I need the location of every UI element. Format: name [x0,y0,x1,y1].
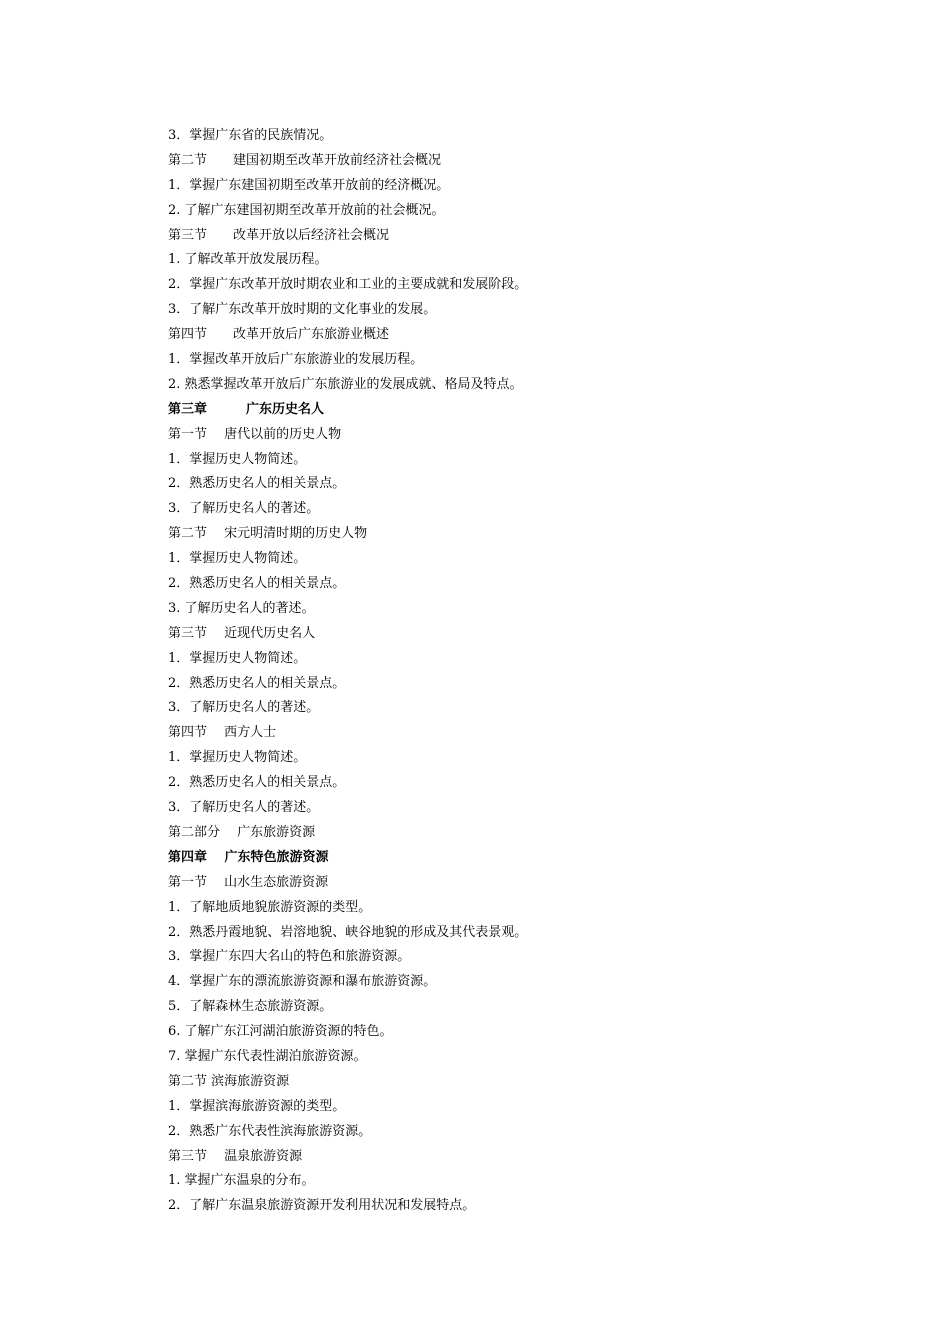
document-line: 第三节 改革开放以后经济社会概况 [168,227,390,243]
chapter-heading: 第四章 广东特色旅游资源 [168,849,329,865]
document-line: 1．掌握滨海旅游资源的类型。 [168,1098,346,1114]
document-line: 3．掌握广东省的民族情况。 [168,128,333,143]
document-line: 第四节 改革开放后广东旅游业概述 [168,327,390,343]
document-line: 第一节 唐代以前的历史人物 [168,426,342,442]
document-line: 第一节 山水生态旅游资源 [168,874,329,890]
document-line: 3．了解历史名人的著述。 [168,501,320,517]
document-line: 1．掌握改革开放后广东旅游业的发展历程。 [168,352,424,368]
document-line: 2．熟悉历史名人的相关景点。 [168,675,346,691]
document-line: 第四节 西方人士 [168,725,277,741]
document-line: 第三节 温泉旅游资源 [168,1148,303,1164]
document-line: 3．掌握广东四大名山的特色和旅游资源。 [168,949,411,965]
document-line: 7. 掌握广东代表性湖泊旅游资源。 [168,1048,367,1064]
document-line: 1．掌握历史人物简述。 [168,451,307,467]
document-line: 1．掌握历史人物简述。 [168,551,307,567]
document-line: 1. 了解改革开放发展历程。 [168,252,328,268]
document-line: 第二部分 广东旅游资源 [168,824,316,840]
document-line: 2．掌握广东改革开放时期农业和工业的主要成就和发展阶段。 [168,277,528,293]
document-line: 3. 了解历史名人的著述。 [168,600,315,616]
document-line: 1．掌握广东建国初期至改革开放前的经济概况。 [168,177,450,193]
document-line: 2．熟悉历史名人的相关景点。 [168,476,346,492]
document-line: 第二节 滨海旅游资源 [168,1073,290,1089]
document-line: 2．熟悉广东代表性滨海旅游资源。 [168,1123,372,1139]
document-line: 第二节 建国初期至改革开放前经济社会概况 [168,152,442,168]
document-line: 1. 掌握广东温泉的分布。 [168,1173,315,1189]
document-line: 3．了解历史名人的著述。 [168,700,320,716]
document-line: 6. 了解广东江河湖泊旅游资源的特色。 [168,1024,393,1040]
document-line: 2．熟悉丹霞地貌、岩溶地貌、峡谷地貌的形成及其代表景观。 [168,924,528,940]
document-line: 1．了解地质地貌旅游资源的类型。 [168,899,372,915]
document-line: 1．掌握历史人物简述。 [168,750,307,766]
document-line: 第三节 近现代历史名人 [168,625,316,641]
document-line: 5．了解森林生态旅游资源。 [168,999,333,1015]
document-line: 2. 熟悉掌握改革开放后广东旅游业的发展成就、格局及特点。 [168,376,523,392]
document-line: 2．熟悉历史名人的相关景点。 [168,576,346,592]
document-line: 2．熟悉历史名人的相关景点。 [168,775,346,791]
document-line: 3．了解历史名人的著述。 [168,800,320,816]
document-line: 第二节 宋元明清时期的历史人物 [168,526,368,542]
document-line: 4．掌握广东的漂流旅游资源和瀑布旅游资源。 [168,974,437,990]
document-line: 3．了解广东改革开放时期的文化事业的发展。 [168,302,437,318]
chapter-heading: 第三章 广东历史名人 [168,401,325,417]
document-body [168,124,868,1219]
document-line: 1．掌握历史人物简述。 [168,650,307,666]
document-line: 2. 了解广东建国初期至改革开放前的社会概况。 [168,202,445,218]
document-line: 2．了解广东温泉旅游资源开发利用状况和发展特点。 [168,1198,476,1214]
